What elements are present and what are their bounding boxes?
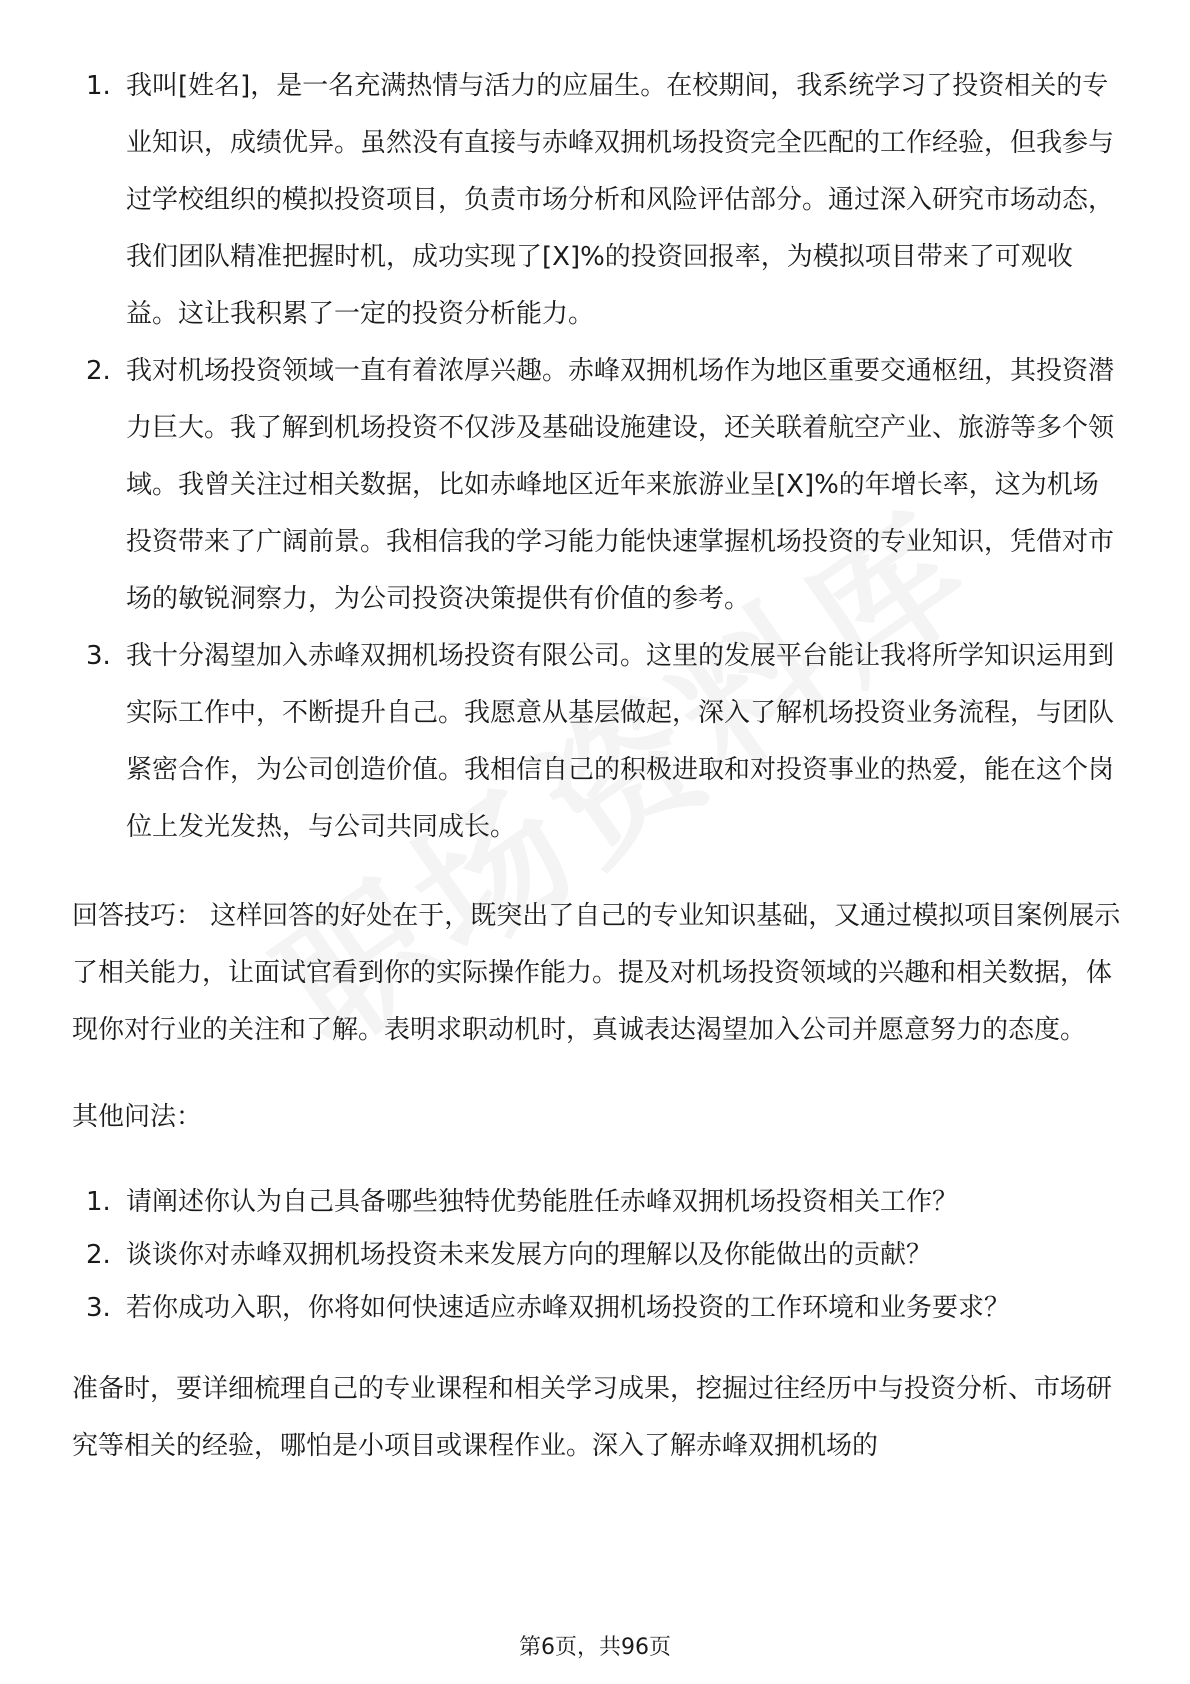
question-item-2	[72, 1229, 1122, 1282]
answer-item-2	[72, 343, 1122, 628]
list-number: 2.	[86, 1240, 111, 1270]
preparation-text: 准备时，要详细梳理自己的专业课程和相关学习成果，挖掘过往经历中与投资分析、市场研究等相关的经验，哪怕是小项目或课程作业。深入了解赤峰双拥机场的	[72, 1374, 1113, 1461]
question-item-1	[72, 1176, 1122, 1229]
answer-tips: 回答技巧： 这样回答的好处在于，既突出了自己的专业知识基础，又通过模拟项目案例展示了相关能力，让面试官看到你的实际操作能力。提及对机场投资领域的兴趣和相关数据，体现你对行业的关注和了解。表明求职动机时，真诚表达渴望加入公司并愿意努力的态度。	[72, 901, 1121, 1045]
question-text: 请阐述你认为自己具备哪些独特优势能胜任赤峰双拥机场投资相关工作？	[126, 1187, 959, 1217]
answer-text: 我对机场投资领域一直有着浓厚兴趣。赤峰双拥机场作为地区重要交通枢纽，其投资潜力巨大。我了解到机场投资不仅涉及基础设施建设，还关联着航空产业、旅游等多个领域。我曾关注过相关数据，比如赤峰地区近年来旅游业呈[X]%的年增长率，这为机场投资带来了广阔前景。我相信我的学习能力能快速掌握机场投资的专业知识，凭借对市场的敏锐洞察力，为公司投资决策提供有价值的参考。	[126, 356, 1115, 614]
question-text: 若你成功入职，你将如何快速适应赤峰双拥机场投资的工作环境和业务要求？	[126, 1293, 1011, 1323]
document-body	[72, 58, 1122, 1475]
list-number: 3.	[86, 1293, 111, 1323]
question-item-3	[72, 1282, 1122, 1335]
answer-text: 我十分渴望加入赤峰双拥机场投资有限公司。这里的发展平台能让我将所学知识运用到实际工作中，不断提升自己。我愿意从基层做起，深入了解机场投资业务流程，与团队紧密合作，为公司创造价值。我相信自己的积极进取和对投资事业的热爱，能在这个岗位上发光发热，与公司共同成长。	[126, 641, 1115, 842]
answer-item-1	[72, 58, 1122, 343]
answer-list	[72, 58, 1122, 856]
list-number: 3.	[86, 641, 111, 671]
page-number: 第6页，共96页	[519, 1635, 671, 1660]
other-questions-list	[72, 1176, 1122, 1335]
other-questions-label: 其他问法：	[72, 1102, 203, 1132]
list-number: 1.	[86, 71, 111, 101]
list-number: 2.	[86, 356, 111, 386]
answer-text: 我叫[姓名]，是一名充满热情与活力的应届生。在校期间，我系统学习了投资相关的专业知识，成绩优异。虽然没有直接与赤峰双拥机场投资完全匹配的工作经验，但我参与过学校组织的模拟投资项目，负责市场分析和风险评估部分。通过深入研究市场动态，我们团队精准把握时机，成功实现了[X]%的投资回报率，为模拟项目带来了可观收益。这让我积累了一定的投资分析能力。	[126, 71, 1115, 329]
answer-item-3	[72, 628, 1122, 856]
list-number: 1.	[86, 1187, 111, 1217]
question-text: 谈谈你对赤峰双拥机场投资未来发展方向的理解以及你能做出的贡献？	[126, 1240, 933, 1270]
